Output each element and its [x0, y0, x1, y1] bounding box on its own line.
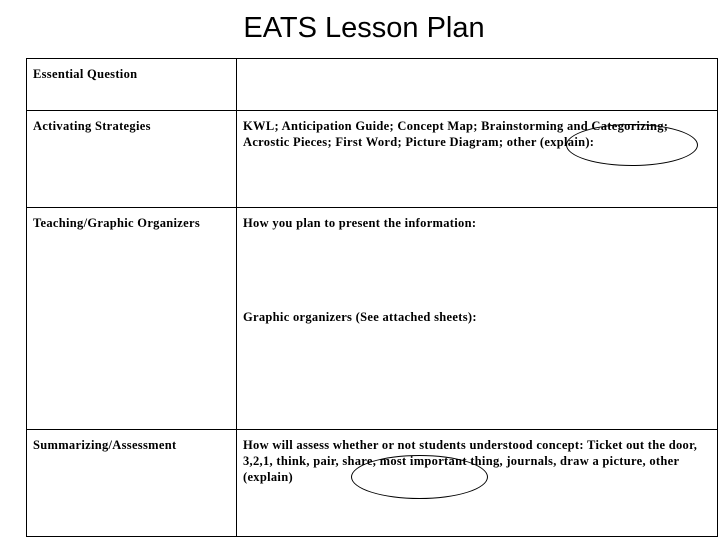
- row-label-activating-strategies: Activating Strategies: [27, 111, 237, 208]
- row-label-summarizing-assessment: Summarizing/Assessment: [27, 430, 237, 537]
- row-label-essential-question: Essential Question: [27, 59, 237, 111]
- row-content-activating-strategies: KWL; Anticipation Guide; Concept Map; Brainstorming and Categorizing; Acrostic Pieces; First Word; Picture Diagram; other (explain):: [237, 111, 718, 208]
- table-row: [27, 430, 718, 537]
- page-title: EATS Lesson Plan: [243, 12, 485, 44]
- row-content-summarizing-assessment: How will assess whether or not students understood concept: Ticket out the door, 3,2,1, think, pair, share, most important thing, journals, draw a picture, other (explain): [237, 430, 718, 537]
- present-information-prompt: How you plan to present the information:: [243, 216, 477, 230]
- row-content-teaching-graphic-organizers: [237, 208, 718, 430]
- row-label-teaching-graphic-organizers: Teaching/Graphic Organizers: [27, 208, 237, 430]
- graphic-organizers-prompt: Graphic organizers (See attached sheets):: [243, 310, 477, 324]
- table-row: [27, 208, 718, 430]
- table-row: [27, 59, 718, 111]
- lesson-plan-table: [26, 58, 718, 537]
- row-content-essential-question: [237, 59, 718, 111]
- table-row: [27, 111, 718, 208]
